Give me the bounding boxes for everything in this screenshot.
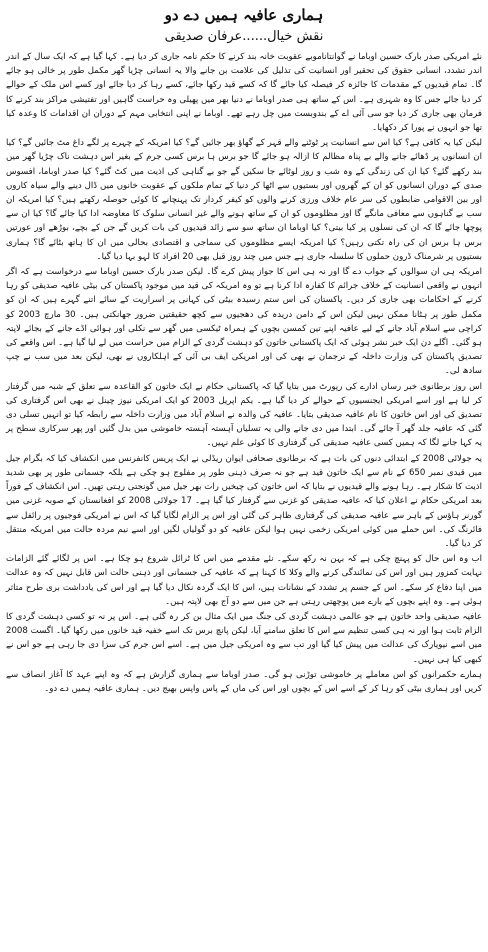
article-paragraph: عافیہ صدیقی واحد خاتون ہے جو عالمی دہشت گردی کی جنگ میں ایک مثال بن کر رہ گئی ہے۔ اس پر نہ تو کسی دہشت گردی کا الزام ثابت ہوا اور نہ ہی کسی تنظیم سے اس کا تعلق سامنے آیا، لیکن پانچ برس تک اسے خفیہ قید خانوں میں رکھا گیا۔ اگست 2008 میں اسے نیویارک کی عدالت میں پیش کیا گیا اور تب سے وہ امریکی جیل میں ہے۔ اسے اس جرم کی سزا دی جا رہی ہے جو اس نے کبھی کیا ہی نہیں۔: [6, 611, 482, 665]
article-paragraph: اس روز برطانوی خبر رساں ادارے کی رپورٹ میں بتایا گیا کہ پاکستانی حکام نے ایک خاتون کو القاعدہ سے تعلق کے شبہ میں گرفتار کر لیا ہے اور اسے امریکی ایجنسیوں کے حوالے کر دیا گیا ہے۔ یکم اپریل 2003 کو ایک امریکی نیوز چینل نے بھی اس گرفتاری کی تصدیق کی اور اس خاتون کا نام عافیہ صدیقی بتایا۔ عافیہ کی والدہ نے اسلام آباد میں وزارت داخلہ سے رابطہ کیا تو انہیں تسلی دی گئی کہ عافیہ جلد گھر آ جائے گی۔ ابتدا میں دی جانے والی یہ تسلیاں آہستہ آہستہ خاموشی میں بدل گئیں اور پھر سرکاری سطح پر یہ کہا جانے لگا کہ ہمیں کسی عافیہ صدیقی کی گرفتاری کا کوئی علم نہیں۔: [6, 381, 482, 449]
article-paragraph: اب وہ اس حال کو پہنچ چکی ہے کہ بہن نہ رکھ سکے۔ نئے مقدمے میں اس کا ٹرائل شروع ہو چکا ہے۔ اس پر لگائے گئے الزامات نہایت کمزور ہیں اور اس کی نمائندگی کرنے والے وکلا کا کہنا ہے کہ عافیہ کی جسمانی اور ذہنی حالت اس قابل نہیں کہ وہ عدالت میں اپنا دفاع کر سکے۔ اس کے جسم پر تشدد کے نشانات ہیں، اس کا ایک گردہ نکال دیا گیا ہے اور اس کی یادداشت بری طرح متاثر ہوئی ہے۔ وہ اپنے بچوں کے بارے میں پوچھتی رہتی ہے جن میں سے دو آج بھی لاپتہ ہیں۔: [6, 554, 482, 607]
article-paragraph: نئے امریکی صدر بارک حسین اوباما نے گوانتاناموبے عقوبت خانہ بند کرنے کا حکم نامہ جاری کر دیا ہے۔ کہا گیا ہے کہ ایک سال کے اندر اندر تشدد، انسانی حقوق کی تحقیر اور انسانیت کی تذلیل کی علامت بن جانے والا یہ انسانی چڑیا گھر مکمل طور پر خالی ہو جائے گا۔ تمام قیدیوں کے مقدمات کا جائزہ کر فیصلہ کیا جائے گا کہ کسے قید رکھا جائے، کسے رہا کر دیا جائے اور کسے اس ملک کے حوالے کر دیا جائے جس کا وہ شہری ہے۔ اس کے ساتھ ہی صدر اوباما نے دنیا بھر میں پھیلی وہ حراست گاہیں اور تفتیشی مراکز بند کرنے کا فرمان بھی جاری کر دیا جو سی آئی اے کے بندوبست میں چل رہے تھے۔ اوباما نے اپنی انتخابی مہم کے دوران ان اقدامات کا وعدہ کیا تھا جو انہوں نے پورا کر دکھایا۔: [6, 52, 482, 134]
article-paragraph: ہمارے حکمرانوں کو اس معاملے پر خاموشی توڑنی ہو گی۔ صدر اوباما سے ہماری گزارش ہے کہ وہ اپنے عہد کا آغاز انصاف سے کریں اور ہماری بیٹی کو رہا کر کے اسے اس کے بچوں اور اس کی ماں کے پاس واپس بھیج دیں۔ ہماری عافیہ ہمیں دے دو۔: [6, 669, 482, 694]
article-byline: نقش خیال......عرفان صدیقی: [164, 29, 324, 44]
article-paragraph: یہ جولائی 2008 کے ابتدائی دنوں کی بات ہے کہ برطانوی صحافی ایوان ریڈلی نے ایک پریس کانفرنس میں انکشاف کیا کہ بگرام جیل میں قیدی نمبر 650 کے نام سے ایک خاتون قید ہے جو نہ صرف ذہنی طور پر مفلوج ہو چکی ہے بلکہ جسمانی طور پر بھی شدید اذیت کا شکار ہے۔ رہا ہونے والے قیدیوں نے بتایا کہ اس خاتون کی چیخیں رات بھر جیل میں گونجتی رہتی تھیں۔ اس انکشاف کے فوراً بعد امریکی حکام نے اعلان کیا کہ عافیہ صدیقی کو غزنی سے گرفتار کیا گیا ہے۔ 17 جولائی 2008 کو افغانستان کے صوبہ غزنی میں گورنر ہاؤس کے باہر سے عافیہ صدیقی کی گرفتاری ظاہر کی گئی اور اس پر الزام لگایا گیا کہ اس نے امریکی فوجیوں پر رائفل سے فائرنگ کی۔ اس حملے میں کوئی امریکی زخمی نہیں ہوا لیکن عافیہ کو دو گولیاں لگیں اور اسے نیم مردہ حالت میں امریکہ منتقل کر دیا گیا۔: [6, 453, 483, 549]
article-paragraph: لیکن کیا یہ کافی ہے؟ کیا اس سے انسانیت پر ٹوٹنے والے قہر کے گھاؤ بھر جائیں گے؟ کیا امریکہ کے چہرے پر لگے داغ مٹ جائیں گے؟ کیا ان انسانوں پر ڈھائے جانے والے بے پناہ مظالم کا ازالہ ہو جائے گا جو برس ہا برس کسی جرم کے بغیر اس دہشت ناک چڑیا گھر میں بند رکھے گئے؟ کیا ان کی زندگی کے وہ شب و روز لوٹائے جا سکیں گے جو بے گناہی کی اذیت میں کٹ گئے؟ کیا صدر اوباما، افسوس صدی کے دوران انسانوں کو ان کے گھروں اور بستیوں سے اٹھا کر دنیا کے تمام ملکوں کے عقوبت خانوں میں ڈال دینے والے سیاہ کاروں اور بین الاقوامی ضابطوں کی سر عام خلاف ورزی کرنے والوں کو کیفر کردار تک پہنچانے کا کوئی حوصلہ رکھتے ہیں؟ کیا امریکہ ان سب بے گناہوں سے معافی مانگے گا اور مظلوموں کو ان کے ساتھ ہونے والے غیر انسانی سلوک کا معاوضہ ادا کیا جائے گا؟ کیا ان سے پوچھا جائے گا کہ ان کی نسلوں پر کیا بیتی؟ کیا اوباما ان ساتھ سو سے زائد قیدیوں کی بات کریں گے جن کے بچے، بوڑھے اور عورتیں برس ہا برس ان کی راہ تکتی رہیں؟ کیا امریکہ ایسے مظلوموں کی سماجی و اقتصادی بحالی میں ان کا ہاتھ بٹائے گا؟ ہماری بستیوں پر شرمناک ڈرون حملوں کا سلسلہ جاری ہے جس میں چند روز قبل بھی 20 افراد کا لہو بہا دیا گیا۔: [6, 138, 482, 262]
article-body: [6, 50, 482, 696]
article-headline: ہماری عافیہ ہمیں دے دو: [164, 6, 324, 24]
article-paragraph: امریکہ ہی ان سوالوں کے جواب دے گا اور نہ ہی اس کا جواز پیش کرے گا۔ لیکن صدر بارک حسین اوباما سے درخواست ہے کہ اگر انہوں نے واقعی انسانیت کے خلاف جرائم کا کفارہ ادا کرنا ہے تو وہ امریکہ کی قید میں موجود پاکستان کی بیٹی عافیہ صدیقی کو رہا کرنے کے احکامات بھی جاری کر دیں۔ پاکستان کی اس ستم رسیدہ بیٹی کی کہانی پر اسراریت کے سائے اتنے گہرے ہیں کہ ان کو مکمل طور پر ہٹانا ممکن نہیں لیکن اس کے دامن دریدہ کی دھجیوں سے کچھ حقیقتیں ضرور جھانکتی ہیں۔ 30 مارچ 2003 کو کراچی سے اسلام آباد جانے کے لیے عافیہ اپنے تین کمسن بچوں کے ہمراہ ٹیکسی میں گھر سے نکلی اور ہوائی اڈے جانے کے بجائے لاپتہ ہو گئی۔ اگلے دن ایک خبر نشر ہوئی کہ ایک پاکستانی خاتون کو دہشت گردی کے الزام میں حراست میں لے لیا گیا ہے۔ اس واقعے کی تصدیق پاکستان کی وزارت داخلہ کے ترجمان نے بھی کی اور امریکی ایف بی آئی کے اہلکاروں نے بھی، لیکن بعد میں سب نے چپ سادھ لی۔: [6, 267, 483, 377]
